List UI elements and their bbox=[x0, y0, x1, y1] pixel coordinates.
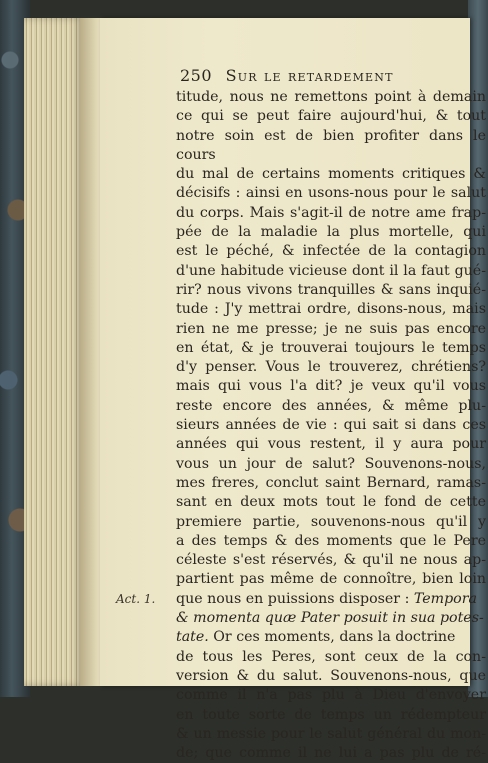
latin-quote: tate. bbox=[176, 629, 209, 646]
text-line: vous un jour de salut? Souvenons-nous, bbox=[176, 455, 486, 472]
text-line: premiere partie, souvenons-nous qu'il y bbox=[176, 513, 486, 530]
text-line: de; que comme il ne lui a pas plu de ré- bbox=[176, 745, 486, 762]
text-line: est le péché, & infectée de la contagion bbox=[176, 243, 486, 260]
text-line: céleste s'est réservés, & qu'il ne nous ap- bbox=[176, 552, 486, 569]
text-line: comme il n'a pas plu à Dieu d'envoyer bbox=[176, 687, 486, 704]
text-line: sieurs années de vie : qui sait si dans ces bbox=[176, 417, 486, 434]
text-line: notre soin est de bien profiter dans le cours bbox=[176, 127, 486, 163]
margin-reference: Act. 1. bbox=[116, 591, 156, 606]
text-line: reste encore des années, & même plu- bbox=[176, 397, 486, 414]
text-line: de tous les Peres, sont ceux de la con- bbox=[176, 648, 486, 665]
text-roman: que nous en puissions disposer : bbox=[176, 590, 414, 607]
text-line: ce qui se peut faire aujourd'hui, & tout bbox=[176, 108, 486, 125]
body-text bbox=[116, 88, 486, 763]
text-line: titude, nous ne remettons point à demain bbox=[176, 89, 486, 105]
text-line bbox=[176, 628, 486, 647]
text-line: rien ne me presse; je ne suis pas encore bbox=[176, 320, 486, 337]
text-line: partient pas même de connoître, bien loin bbox=[176, 571, 486, 588]
text-line: en état, & je trouverai toujours le temps bbox=[176, 339, 486, 356]
page-gutter bbox=[80, 18, 102, 686]
text-line: mes freres, conclut saint Bernard, ramas- bbox=[176, 474, 486, 491]
page-edges bbox=[24, 18, 84, 686]
text-line: version & du salut. Souvenons-nous, que bbox=[176, 667, 486, 684]
running-head bbox=[180, 66, 480, 85]
text-line: tude : J'y mettrai ordre, disons-nous, mais bbox=[176, 301, 486, 318]
text-line: rir? nous vivons tranquilles & sans inquié- bbox=[176, 281, 486, 298]
latin-quote-line: & momenta quæ Pater posuit in sua potes- bbox=[176, 610, 484, 627]
page-number: 250 bbox=[180, 66, 213, 85]
text-line-with-citation bbox=[116, 590, 486, 609]
text-line: décisifs : ainsi en usons-nous pour le salut bbox=[176, 185, 486, 202]
running-title: Sur le retardement bbox=[225, 66, 394, 85]
latin-quote: Tempora bbox=[413, 590, 477, 607]
text-line: d'une habitude vicieuse dont il la faut gué- bbox=[176, 262, 486, 279]
book-page bbox=[100, 18, 486, 762]
text-roman: Or ces moments, dans la doctrine bbox=[208, 629, 456, 646]
text-line: du mal de certains moments critiques & bbox=[176, 166, 486, 183]
text-line: en toute sorte de temps un rédempteur bbox=[176, 706, 486, 723]
text-line: d'y penser. Vous le trouverez, chrétiens? bbox=[176, 359, 486, 376]
text-line: sant en deux mots tout le fond de cette bbox=[176, 494, 486, 511]
text-line: a des temps & des moments que le Pere bbox=[176, 532, 486, 549]
text-line: années qui vous restent, il y aura pour bbox=[176, 436, 486, 453]
text-line: pée de la maladie la plus mortelle, qui bbox=[176, 224, 486, 241]
text-line: & un messie pour le salut général du mon- bbox=[176, 725, 486, 742]
text-line: mais qui vous l'a dit? je veux qu'il vous bbox=[176, 378, 486, 395]
text-line: du corps. Mais s'agit-il de notre ame frap- bbox=[176, 204, 486, 221]
